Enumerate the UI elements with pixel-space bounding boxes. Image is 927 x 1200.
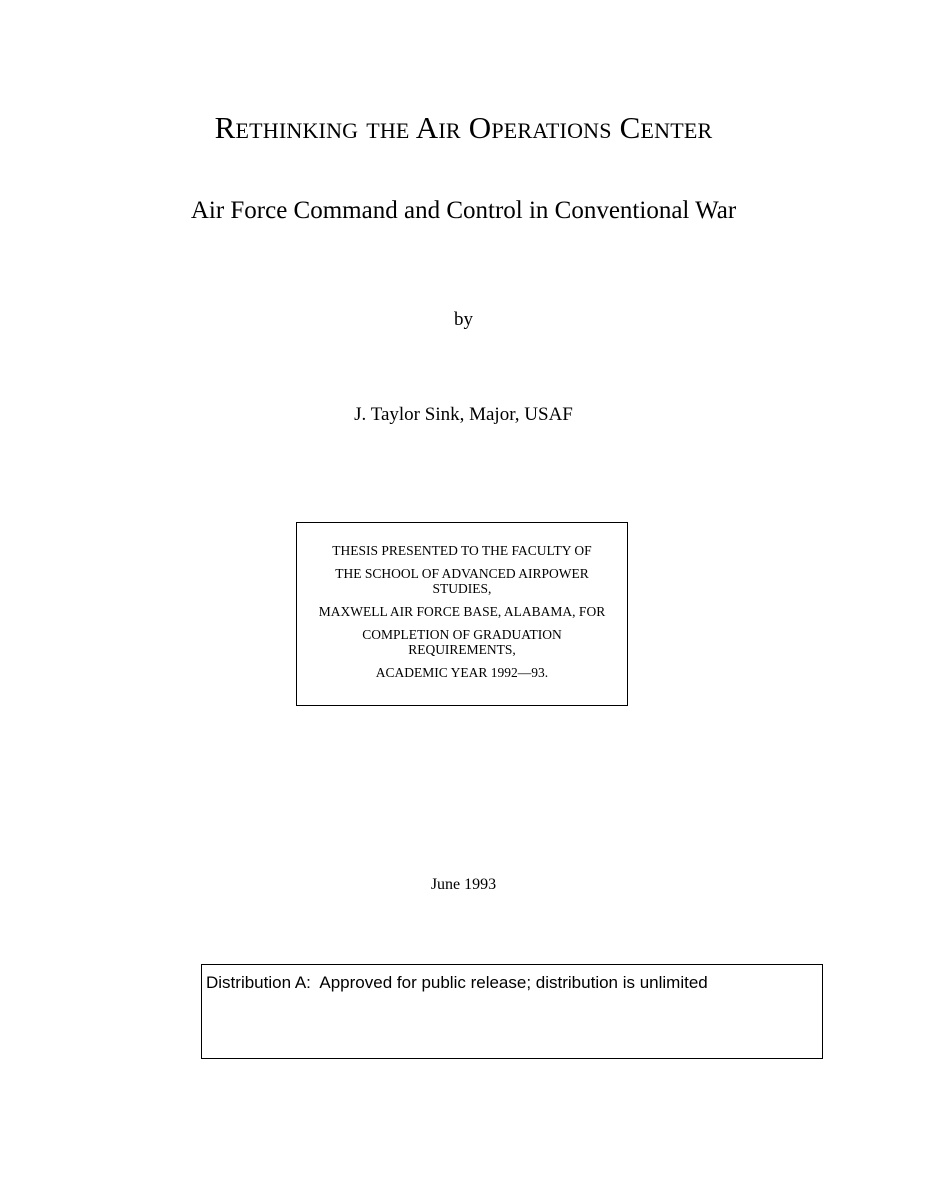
thesis-line-1: THESIS PRESENTED TO THE FACULTY OF [332, 543, 592, 558]
distribution-statement: Distribution A: Approved for public release; distribution is unlimited [206, 973, 708, 992]
byline-label: by [454, 309, 473, 330]
thesis-line-4: COMPLETION OF GRADUATION REQUIREMENTS, [362, 627, 562, 657]
thesis-line-5: ACADEMIC YEAR 1992—93. [375, 665, 549, 680]
document-title: Rethinking the Air Operations Center [214, 110, 713, 145]
distribution-statement-box [201, 964, 823, 1059]
thesis-line-3: MAXWELL AIR FORCE BASE, ALABAMA, FOR [318, 604, 606, 619]
author-name: J. Taylor Sink, Major, USAF [354, 404, 573, 425]
publication-date: June 1993 [430, 876, 497, 893]
thesis-statement-box [296, 522, 628, 706]
document-subtitle: Air Force Command and Control in Conventional War [190, 197, 737, 224]
thesis-line-2: THE SCHOOL OF ADVANCED AIRPOWER STUDIES, [335, 566, 589, 596]
